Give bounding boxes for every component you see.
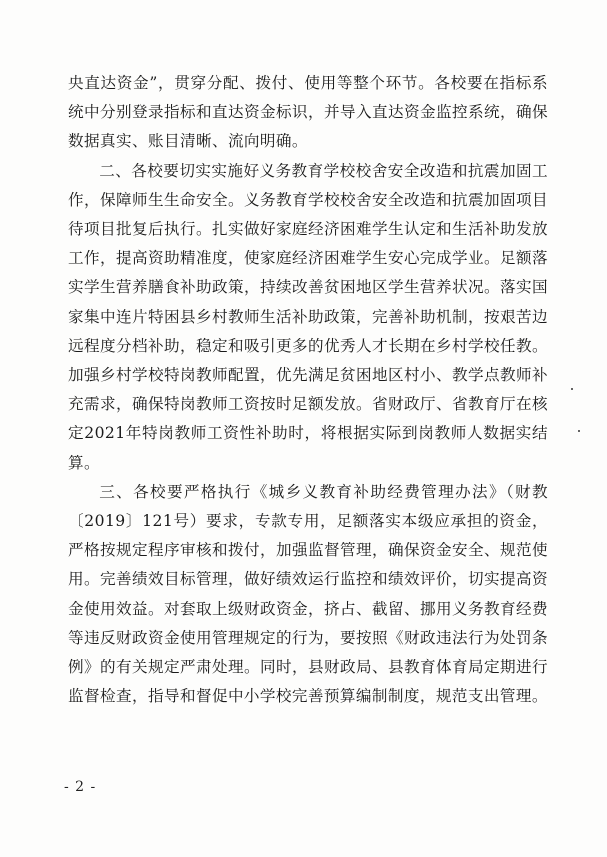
- page-number: - 2 -: [64, 779, 97, 795]
- document-body: [68, 69, 548, 711]
- scan-speck: [578, 430, 580, 432]
- paragraph-section-3: 三、各校要严格执行《城乡义教育补助经费管理办法》（财教〔2019〕121号）要求，专款专用，足额落实本级应承担的资金，严格按规定程序审核和拨付，加强监督管理，确保资金安全、规范使用。完善绩效目标管理，做好绩效运行监控和绩效评价，切实提高资金使用效益。对套取上级财政资金，挤占、截留、挪用义务教育经费等违反财政资金使用管理规定的行为，要按照《财政违法行为处罚条例》的有关规定严肃处理。同时，县财政局、县教育体育局定期进行监督检查，指导和督促中小学校完善预算编制制度，规范支出管理。: [68, 482, 548, 706]
- scan-speck: [571, 388, 573, 390]
- paragraph-section-2: 二、各校要切实实施好义务教育学校校舍安全改造和抗震加固工作，保障师生生命安全。义务教育学校校舍安全改造和抗震加固项目待项目批复后执行。扎实做好家庭经济困难学生认定和生活补助发放工作，提高资助精准度，使家庭经济困难学生安心完成学业。足额落实学生营养膳食补助政策，持续改善贫困地区学生营养状况。落实国家集中连片特困县乡村教师生活补助政策，完善补助机制，按艰苦边远程度分档补助，稳定和吸引更多的优秀人才长期在乡村学校任教。加强乡村学校特岗教师配置，优先满足贫困地区村小、教学点教师补充需求，确保特岗教师工资按时足额发放。省财政厅、省教育厅在核定2021年特岗教师工资性补助时，将根据实际到岗教师人数据实结算。: [68, 161, 548, 472]
- paragraph-continued: 央直达资金”，贯穿分配、拨付、使用等整个环节。各校要在指标系统中分别登录指标和直达资金标识，并导入直达资金监控系统，确保数据真实、账目清晰、流向明确。: [68, 74, 548, 151]
